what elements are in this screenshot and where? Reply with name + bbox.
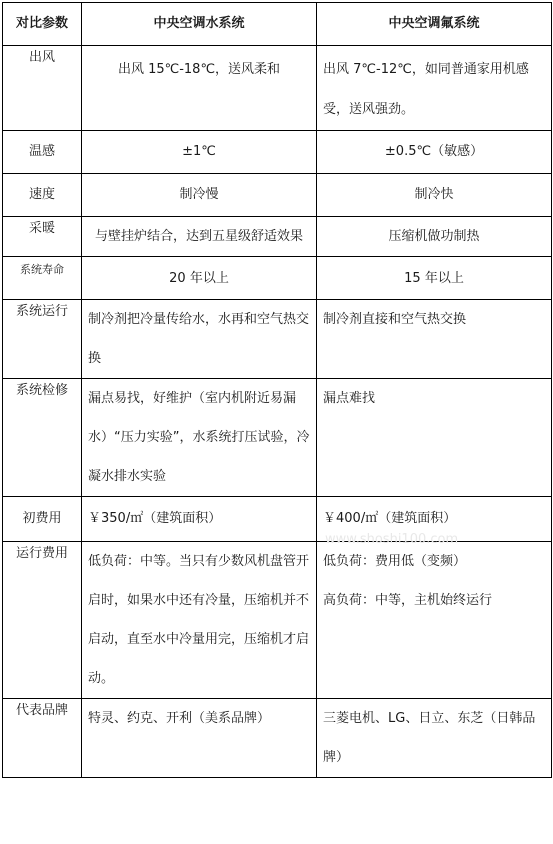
water-cell: 与壁挂炉结合，达到五星级舒适效果 — [82, 217, 317, 257]
param-cell: 代表品牌 — [3, 699, 82, 778]
header-row — [3, 3, 552, 46]
fluorine-cell: 制冷剂直接和空气热交换 — [317, 300, 552, 379]
param-cell: 系统运行 — [3, 300, 82, 379]
param-cell: 速度 — [3, 174, 82, 217]
water-cell: 出风 15℃-18℃，送风柔和 — [82, 46, 317, 131]
water-cell: 低负荷：中等。当只有少数风机盘管开启时，如果水中还有冷量，压缩机并不启动，直至水中冷量用完，压缩机才启动。 — [82, 542, 317, 699]
param-cell: 初费用 — [3, 497, 82, 542]
header-param: 对比参数 — [3, 3, 82, 46]
table-row — [3, 131, 552, 174]
table-row — [3, 174, 552, 217]
table-row — [3, 699, 552, 778]
water-cell: 制冷剂把冷量传给水，水再和空气热交换 — [82, 300, 317, 379]
fluorine-cell: ±0.5℃（敏感） — [317, 131, 552, 174]
fluorine-cost-low: 低负荷：费用低（变频） — [323, 554, 467, 569]
param-cell: 运行费用 — [3, 542, 82, 699]
table-row — [3, 46, 552, 131]
table-row — [3, 379, 552, 497]
water-cell: ±1℃ — [82, 131, 317, 174]
fluorine-cell: 出风 7℃-12℃，如同普通家用机感受，送风强劲。 — [317, 46, 552, 131]
water-cell: 制冷慢 — [82, 174, 317, 217]
watermark-text: www.shoshi100.com — [325, 532, 459, 547]
fluorine-cell: 15 年以上 — [317, 257, 552, 300]
table-row — [3, 542, 552, 699]
fluorine-cost-high: 高负荷：中等，主机始终运行 — [323, 593, 493, 608]
param-cell: 采暖 — [3, 217, 82, 257]
fluorine-cell: 漏点难找 — [317, 379, 552, 497]
param-cell: 系统检修 — [3, 379, 82, 497]
table-row — [3, 497, 552, 542]
fluorine-cell: ￥400/㎡（建筑面积） — [317, 497, 552, 542]
water-cell: 20 年以上 — [82, 257, 317, 300]
comparison-table — [2, 2, 552, 778]
header-fluorine-system: 中央空调氟系统 — [317, 3, 552, 46]
param-cell: 温感 — [3, 131, 82, 174]
param-cell: 系统寿命 — [3, 257, 82, 300]
fluorine-cell: 三菱电机、LG、日立、东芝（日韩品牌） — [317, 699, 552, 778]
water-cell: ￥350/㎡（建筑面积） — [82, 497, 317, 542]
table-row — [3, 257, 552, 300]
table-row — [3, 300, 552, 379]
param-cell: 出风 — [3, 46, 82, 131]
header-water-system: 中央空调水系统 — [82, 3, 317, 46]
fluorine-cell: 压缩机做功制热 — [317, 217, 552, 257]
fluorine-cell — [317, 542, 552, 699]
water-cell: 漏点易找，好维护（室内机附近易漏水）“压力实验”，水系统打压试验，冷凝水排水实验 — [82, 379, 317, 497]
table-row — [3, 217, 552, 257]
water-cell: 特灵、约克、开利（美系品牌） — [82, 699, 317, 778]
fluorine-cell: 制冷快 — [317, 174, 552, 217]
